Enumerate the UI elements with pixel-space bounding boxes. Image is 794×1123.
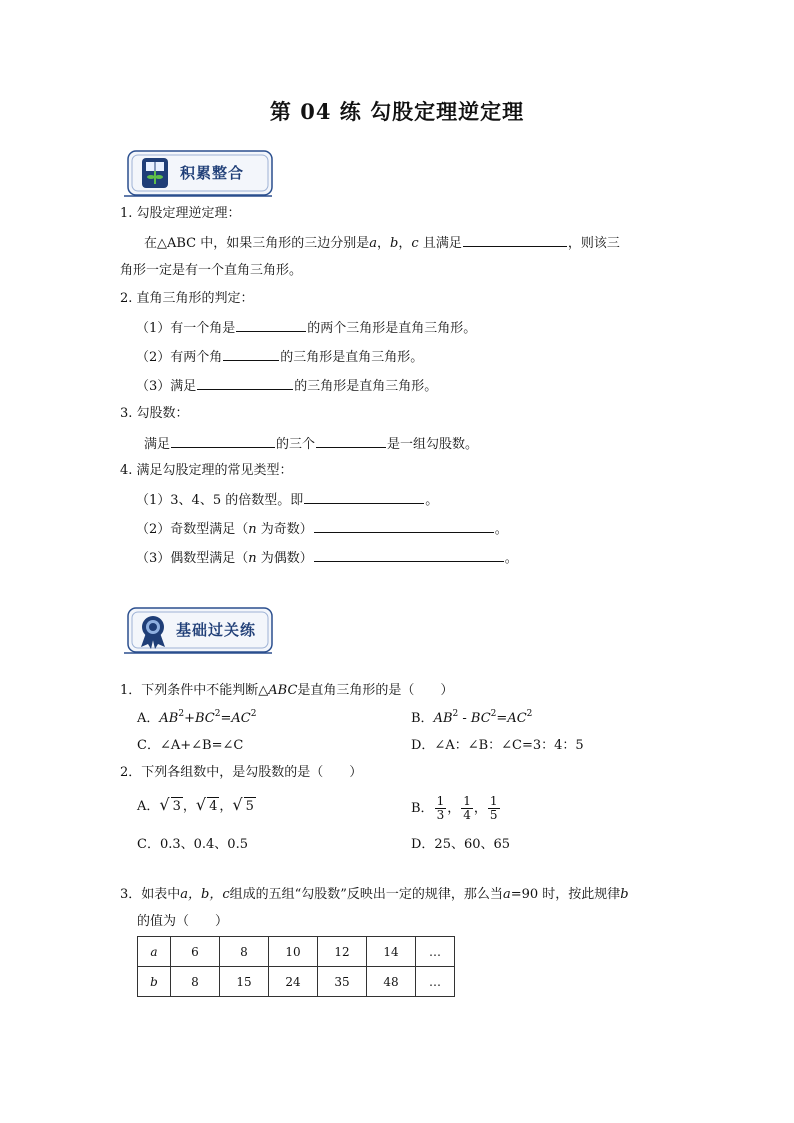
review-item-3-heading: 3. 勾股数： — [120, 406, 189, 421]
review-item-4-3: （3）偶数型满足（n 为偶数） 。 — [136, 548, 518, 568]
table-row: a 6 8 10 12 14 … — [138, 937, 455, 967]
question-2-option-c[interactable]: C．0.3、0.4、0.5 — [137, 837, 248, 852]
question-1-stem: 1．下列条件中不能判断△ABC是直角三角形的是（ ） — [120, 683, 454, 698]
section-label: 基础过关练 — [176, 621, 257, 639]
question-1-option-b[interactable]: B．$AB^2 - BC^2=AC^2$ — [411, 709, 533, 726]
answer-blank[interactable] — [314, 548, 504, 562]
review-item-2-3: （3）满足 的三角形是直角三角形。 — [136, 376, 437, 396]
review-item-4-heading: 4. 满足勾股定理的常见类型： — [120, 463, 293, 478]
question-2-option-d[interactable]: D．25、60、65 — [411, 837, 511, 852]
review-item-1-line1: 在△ABC 中，如果三角形的三边分别是a，b，c 且满足 ，则该三 — [144, 233, 620, 253]
answer-blank[interactable] — [316, 434, 386, 448]
answer-blank[interactable] — [223, 347, 279, 361]
pythagorean-table — [137, 936, 455, 997]
question-2-stem: 2．下列各组数中，是勾股数的是（ ） — [120, 765, 363, 780]
review-item-3-line: 满足 的三个 是一组勾股数。 — [144, 434, 478, 454]
table-row: b 8 15 24 35 48 … — [138, 967, 455, 997]
review-item-1-heading: 1. 勾股定理逆定理： — [120, 206, 241, 221]
answer-blank[interactable] — [171, 434, 275, 448]
question-1-option-c[interactable]: C．∠A+∠B=∠C — [137, 738, 244, 753]
answer-blank[interactable] — [236, 318, 306, 332]
question-3-stem-line2: 的值为（ ） — [137, 914, 229, 929]
answer-blank[interactable] — [463, 233, 567, 247]
question-3-stem-line1: 3．如表中a，b，c组成的五组“勾股数”反映出一定的规律，那么当a=90 时，按此规律b — [120, 887, 629, 902]
question-2-option-b[interactable]: B． $\frac{1}{3}$ ， $\frac{1}{4}$ ， $\frac{1}{5}$ — [411, 794, 498, 822]
review-item-4-1: （1）3、4、5 的倍数型。即 。 — [136, 490, 438, 510]
section-badge-accumulate — [122, 146, 278, 202]
page-title: 第 04 练 勾股定理逆定理 — [269, 99, 525, 124]
review-item-2-1: （1）有一个角是 的两个三角形是直角三角形。 — [136, 318, 476, 338]
question-1-option-a[interactable]: A．$AB^2+BC^2=AC^2$ — [137, 709, 257, 726]
review-item-2-2: （2）有两个角 的三角形是直角三角形。 — [136, 347, 423, 367]
question-2-option-a[interactable]: A．√ 3 ，√ 4 ，√ 5 — [137, 795, 254, 814]
question-1-option-d[interactable]: D．∠A：∠B：∠C=3：4：5 — [411, 738, 584, 753]
answer-blank[interactable] — [304, 490, 424, 504]
section-label: 积累整合 — [180, 164, 245, 182]
review-item-1-line2: 角形一定是有一个直角三角形。 — [120, 263, 303, 278]
review-item-4-2: （2）奇数型满足（n 为奇数） 。 — [136, 519, 508, 539]
section-badge-basic — [122, 603, 278, 659]
answer-blank[interactable] — [197, 376, 293, 390]
answer-blank[interactable] — [314, 519, 494, 533]
review-item-2-heading: 2. 直角三角形的判定： — [120, 291, 254, 306]
